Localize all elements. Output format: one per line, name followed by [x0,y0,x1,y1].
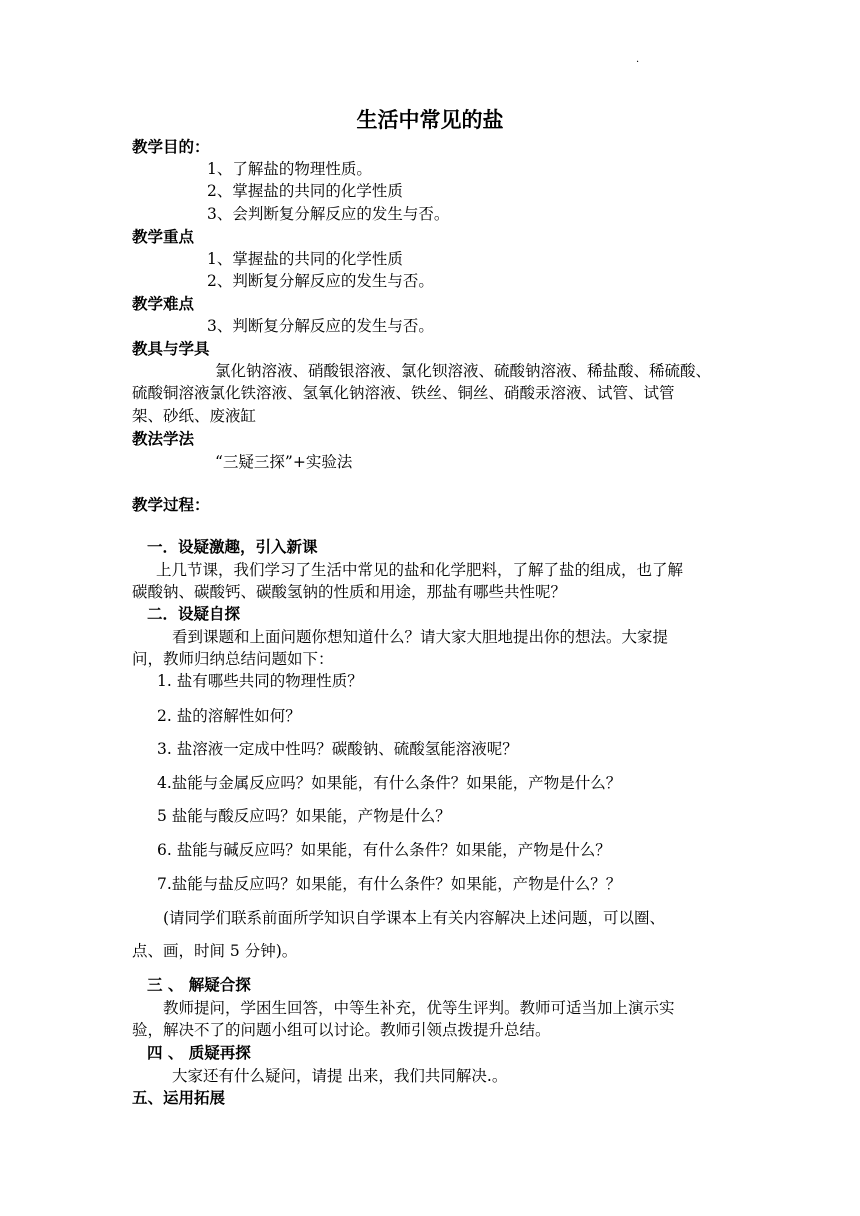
section-2-note: (请同学们联系前面所学知识自学课本上有关内容解决上述问题，可以圈、 [163,909,666,927]
question-item: 1. 盐有哪些共同的物理性质？ [157,672,363,690]
section-3-line: 教师提问，学困生回答，中等生补充，优等生评判。教师可适当加上演示实 [163,999,675,1017]
section-1-line: 碳酸钠、碳酸钙、碳酸氢钠的性质和用途，那盐有哪些共性呢？ [132,583,567,601]
question-item: 7.盐能与盐反应吗？如果能，有什么条件？如果能，产物是什么？？ [157,875,622,893]
section-5-heading: 五、运用拓展 [132,1088,226,1107]
question-item: 3. 盐溶液一定成中性吗？碳酸钠、硫酸氢能溶液呢？ [157,740,518,758]
page-title: 生活中常见的盐 [356,107,504,132]
section-1-heading: 一．设疑激趣，引入新课 [147,537,318,556]
objective-item: 3、会判断复分解反应的发生与否。 [207,205,450,223]
section-4-heading: 四 、 质疑再探 [147,1043,251,1062]
difficulties-heading: 教学难点 [132,294,195,313]
question-item: 4.盐能与金属反应吗？如果能，有什么条件？如果能，产物是什么？ [157,774,622,792]
question-item: 2. 盐的溶解性如何？ [157,707,301,725]
section-2-note: 点、画，时间 5 分钟)。 [132,942,298,960]
process-heading: 教学过程： [132,495,210,514]
objective-item: 1、了解盐的物理性质。 [207,160,372,178]
section-4-line: 大家还有什么疑问，请提 出来，我们共同解决.。 [172,1067,508,1085]
objective-item: 2、掌握盐的共同的化学性质 [207,182,403,200]
section-2-line: 问，教师归纳总结问题如下： [132,650,334,668]
section-1-line: 上几节课，我们学习了生活中常见的盐和化学肥料，了解了盐的组成，也了解 [156,561,684,579]
key-point-item: 2、判断复分解反应的发生与否。 [207,272,434,290]
methods-heading: 教法学法 [132,429,195,448]
section-3-heading: 三 、 解疑合探 [147,975,251,994]
question-item: 5 盐能与酸反应吗？如果能，产物是什么？ [157,807,451,825]
section-3-line: 验，解决不了的问题小组可以讨论。教师引领点拨提升总结。 [132,1021,551,1039]
key-point-item: 1、掌握盐的共同的化学性质 [207,250,403,268]
methods-text: “三疑三探”+实验法 [215,453,353,471]
objectives-heading: 教学目的： [132,137,210,156]
section-2-heading: 二．设疑自探 [147,604,241,623]
tools-heading: 教具与学具 [132,339,210,358]
corner-mark: · [636,57,640,68]
question-item: 6. 盐能与碱反应吗？如果能，有什么条件？如果能，产物是什么？ [157,841,611,859]
difficulty-item: 3、判断复分解反应的发生与否。 [207,317,434,335]
tools-line: 架、砂纸、废液缸 [132,407,257,425]
section-2-line: 看到课题和上面问题你想知道什么？请大家大胆地提出你的想法。大家提 [172,628,669,646]
tools-line: 硫酸铜溶液氯化铁溶液、氢氧化钠溶液、铁丝、铜丝、硝酸汞溶液、试管、试管 [132,384,675,402]
key-points-heading: 教学重点 [132,227,195,246]
tools-line: 氯化钠溶液、硝酸银溶液、氯化钡溶液、硫酸钠溶液、稀盐酸、稀硫酸、 [215,362,712,380]
